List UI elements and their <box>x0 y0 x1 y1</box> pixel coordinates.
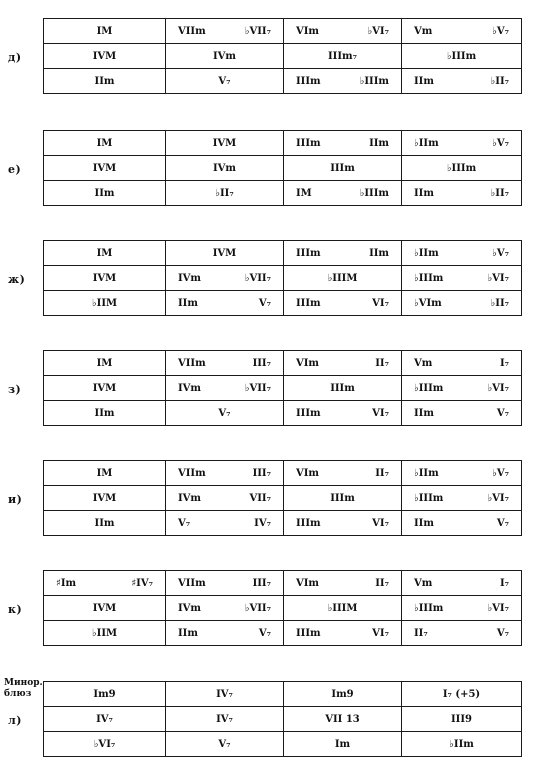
chord-symbol: IIm <box>178 297 198 309</box>
chord-cell <box>402 596 522 621</box>
chord-symbol: ♭VI₇ <box>487 272 509 284</box>
chord-cell <box>166 596 284 621</box>
chord-symbol: IVm <box>178 382 202 394</box>
chord-cell <box>166 571 284 596</box>
chord-symbol: V₇ <box>496 627 509 639</box>
block-label: ж) <box>8 273 26 286</box>
chord-symbol: I₇ <box>499 577 509 589</box>
chord-symbol: ♭IIm <box>414 467 439 479</box>
chord-cell <box>402 401 522 426</box>
chord-symbol: ♭VI₇ <box>487 382 509 394</box>
chord-cell: Im9 <box>284 682 402 707</box>
chord-cell: IV₇ <box>166 682 284 707</box>
chord-symbol: ♭V₇ <box>492 467 509 479</box>
chord-row <box>44 707 522 732</box>
chord-cell: III9 <box>402 707 522 732</box>
chord-symbol: ♭VII₇ <box>244 25 271 37</box>
chord-grid <box>43 130 522 206</box>
chord-symbol: ♭VI₇ <box>367 25 389 37</box>
chord-row <box>44 181 522 206</box>
chord-symbol: VI₇ <box>372 407 389 419</box>
chord-cell <box>402 461 522 486</box>
chord-symbol: VIm <box>296 357 320 369</box>
chord-row <box>44 401 522 426</box>
block-prelabel: Минор. блюз <box>4 678 43 699</box>
chord-symbol: IVm <box>178 492 202 504</box>
chord-cell: ♭IIIm <box>402 44 522 69</box>
chord-symbol: ♭II₇ <box>490 75 509 87</box>
chord-symbol: IIm <box>414 407 434 419</box>
chord-symbol: IIm <box>414 517 434 529</box>
chord-row <box>44 291 522 316</box>
chord-symbol: Vm <box>414 577 433 589</box>
chord-symbol: IIm <box>414 187 434 199</box>
chord-cell <box>166 19 284 44</box>
chord-symbol: III₇ <box>252 357 271 369</box>
chord-symbol: ♭VI₇ <box>487 602 509 614</box>
chord-symbol: VIIm <box>178 25 206 37</box>
chord-symbol: ♭VIm <box>414 297 442 309</box>
chord-cell: IVM <box>166 241 284 266</box>
chord-cell: IIIm₇ <box>284 44 402 69</box>
chord-cell: IM <box>44 241 166 266</box>
chord-symbol: II₇ <box>414 627 428 639</box>
chord-cell <box>166 461 284 486</box>
chord-symbol: I₇ <box>499 357 509 369</box>
chord-cell: ♭IIm <box>402 732 522 757</box>
chord-cell: V₇ <box>166 732 284 757</box>
chord-cell: IM <box>44 131 166 156</box>
chord-cell <box>44 571 166 596</box>
chord-symbol: V₇ <box>258 297 271 309</box>
chord-grid <box>43 18 522 94</box>
chord-cell <box>166 486 284 511</box>
chord-symbol: ♭VII₇ <box>244 602 271 614</box>
block-label: л) <box>8 714 22 727</box>
chord-symbol: IV₇ <box>254 517 271 529</box>
chord-cell: IM <box>44 351 166 376</box>
chord-symbol: VI₇ <box>372 627 389 639</box>
chord-symbol: ♭II₇ <box>490 187 509 199</box>
chord-grid <box>43 460 522 536</box>
chord-grid <box>43 240 522 316</box>
chord-symbol: Vm <box>414 25 433 37</box>
chord-symbol: VIm <box>296 467 320 479</box>
chord-symbol: IIm <box>369 137 389 149</box>
chord-row <box>44 511 522 536</box>
chord-symbol: Vm <box>414 357 433 369</box>
chord-cell: IVm <box>166 44 284 69</box>
chord-cell <box>166 376 284 401</box>
chord-cell: Im9 <box>44 682 166 707</box>
chord-symbol: ♭VII₇ <box>244 272 271 284</box>
chord-cell: ♭IIIM <box>284 266 402 291</box>
chord-cell <box>284 511 402 536</box>
chord-cell <box>402 291 522 316</box>
chord-symbol: V₇ <box>496 517 509 529</box>
chord-row <box>44 19 522 44</box>
chord-cell <box>166 621 284 646</box>
chord-row <box>44 266 522 291</box>
chord-symbol: IVm <box>178 602 202 614</box>
chord-cell <box>284 621 402 646</box>
chord-symbol: VI₇ <box>372 297 389 309</box>
chord-row <box>44 351 522 376</box>
chord-symbol: ♭IIIm <box>359 187 389 199</box>
chord-symbol: IIIm <box>296 137 321 149</box>
chord-symbol: ♭II₇ <box>490 297 509 309</box>
chord-cell: IIIm <box>284 486 402 511</box>
chord-symbol: ♭IIm <box>414 137 439 149</box>
chord-cell <box>402 241 522 266</box>
chord-cell <box>284 461 402 486</box>
chord-cell <box>402 571 522 596</box>
chord-symbol: II₇ <box>375 577 389 589</box>
chord-cell <box>402 621 522 646</box>
chord-cell <box>166 266 284 291</box>
chord-cell <box>402 351 522 376</box>
chord-symbol: ♭V₇ <box>492 137 509 149</box>
chord-row <box>44 69 522 94</box>
chord-symbol: ♭IIIm <box>414 602 444 614</box>
chord-symbol: VIIm <box>178 577 206 589</box>
chord-cell <box>284 241 402 266</box>
chord-symbol: IIIm <box>296 297 321 309</box>
chord-cell: IIIm <box>284 376 402 401</box>
chord-cell <box>166 351 284 376</box>
chord-cell <box>402 181 522 206</box>
chord-symbol: ♭V₇ <box>492 25 509 37</box>
chord-cell <box>284 181 402 206</box>
chord-symbol: VI₇ <box>372 517 389 529</box>
chord-cell: IVM <box>44 596 166 621</box>
chord-symbol: IM <box>296 187 312 199</box>
chord-row <box>44 461 522 486</box>
chord-cell: V₇ <box>166 401 284 426</box>
chord-cell: IM <box>44 461 166 486</box>
chord-symbol: VIIm <box>178 467 206 479</box>
chord-row <box>44 156 522 181</box>
chord-symbol: ♭VII₇ <box>244 382 271 394</box>
chord-symbol: IIIm <box>296 75 321 87</box>
chord-row <box>44 486 522 511</box>
chord-cell: IVM <box>44 156 166 181</box>
chord-cell: IVM <box>44 266 166 291</box>
chord-symbol: V₇ <box>258 627 271 639</box>
chord-row <box>44 621 522 646</box>
chord-symbol: ♭IIIm <box>414 272 444 284</box>
chord-cell <box>284 131 402 156</box>
chord-symbol: IIIm <box>296 627 321 639</box>
chord-symbol: II₇ <box>375 467 389 479</box>
chord-cell: I₇ (+5) <box>402 682 522 707</box>
chord-row <box>44 44 522 69</box>
chord-symbol: ♭IIIm <box>414 382 444 394</box>
chord-cell <box>402 511 522 536</box>
chord-row <box>44 376 522 401</box>
chord-cell: IVm <box>166 156 284 181</box>
chord-cell: IIIm <box>284 156 402 181</box>
chord-row <box>44 571 522 596</box>
chord-symbol: ♭IIIm <box>359 75 389 87</box>
chord-row <box>44 131 522 156</box>
chord-grid <box>43 350 522 426</box>
chord-cell: IIm <box>44 511 166 536</box>
chord-grid <box>43 570 522 646</box>
chord-cell: IVM <box>44 376 166 401</box>
chord-cell: IV₇ <box>166 707 284 732</box>
chord-symbol: IVm <box>178 272 202 284</box>
chord-cell: IV₇ <box>44 707 166 732</box>
chord-symbol: VIIm <box>178 357 206 369</box>
chord-symbol: ♯Im <box>56 577 77 589</box>
chord-cell <box>402 19 522 44</box>
chord-cell: IIm <box>44 401 166 426</box>
chord-cell: V₇ <box>166 69 284 94</box>
chord-symbol: IIIm <box>296 247 321 259</box>
chord-cell <box>284 19 402 44</box>
chord-cell <box>402 266 522 291</box>
chord-cell: ♭IIM <box>44 291 166 316</box>
chord-cell <box>284 69 402 94</box>
chord-symbol: ♭IIm <box>414 247 439 259</box>
chord-symbol: IIm <box>414 75 434 87</box>
chord-cell: VII 13 <box>284 707 402 732</box>
chord-cell: ♭IIM <box>44 621 166 646</box>
chord-cell: ♭II₇ <box>166 181 284 206</box>
chord-cell <box>284 571 402 596</box>
block-label: к) <box>8 603 23 616</box>
chord-cell <box>166 291 284 316</box>
chord-row <box>44 241 522 266</box>
chord-symbol: IIm <box>178 627 198 639</box>
chord-symbol: V₇ <box>178 517 191 529</box>
chord-symbol: ♭IIIm <box>414 492 444 504</box>
chord-symbol: V₇ <box>496 407 509 419</box>
chord-symbol: ♭V₇ <box>492 247 509 259</box>
chord-cell <box>284 401 402 426</box>
chord-cell <box>402 131 522 156</box>
chord-cell: ♭IIIm <box>402 156 522 181</box>
chord-symbol: IIm <box>369 247 389 259</box>
chord-cell <box>402 376 522 401</box>
chord-cell <box>166 511 284 536</box>
chord-symbol: VIm <box>296 25 320 37</box>
chord-cell: IIm <box>44 69 166 94</box>
chord-symbol: III₇ <box>252 467 271 479</box>
chord-symbol: ♯IV₇ <box>131 577 153 589</box>
chord-cell: IM <box>44 19 166 44</box>
chord-cell: IVM <box>44 44 166 69</box>
chord-symbol: IIIm <box>296 517 321 529</box>
chord-cell <box>284 351 402 376</box>
block-label: и) <box>8 493 23 506</box>
chord-symbol: VII₇ <box>249 492 271 504</box>
chord-symbol: ♭VI₇ <box>487 492 509 504</box>
chord-cell: IVM <box>166 131 284 156</box>
chord-row <box>44 732 522 757</box>
chord-row <box>44 682 522 707</box>
chord-symbol: VIm <box>296 577 320 589</box>
chord-cell <box>402 486 522 511</box>
chord-cell: IVM <box>44 486 166 511</box>
chord-cell <box>284 291 402 316</box>
chord-symbol: IIIm <box>296 407 321 419</box>
chord-cell <box>402 69 522 94</box>
block-label: е) <box>8 163 22 176</box>
block-label: д) <box>8 51 22 64</box>
chord-cell: Im <box>284 732 402 757</box>
chord-grid <box>43 681 522 757</box>
chord-cell: ♭VI₇ <box>44 732 166 757</box>
chord-row <box>44 596 522 621</box>
chord-cell: IIm <box>44 181 166 206</box>
block-label: з) <box>8 383 22 396</box>
chord-cell: ♭IIIM <box>284 596 402 621</box>
chord-symbol: II₇ <box>375 357 389 369</box>
chord-symbol: III₇ <box>252 577 271 589</box>
